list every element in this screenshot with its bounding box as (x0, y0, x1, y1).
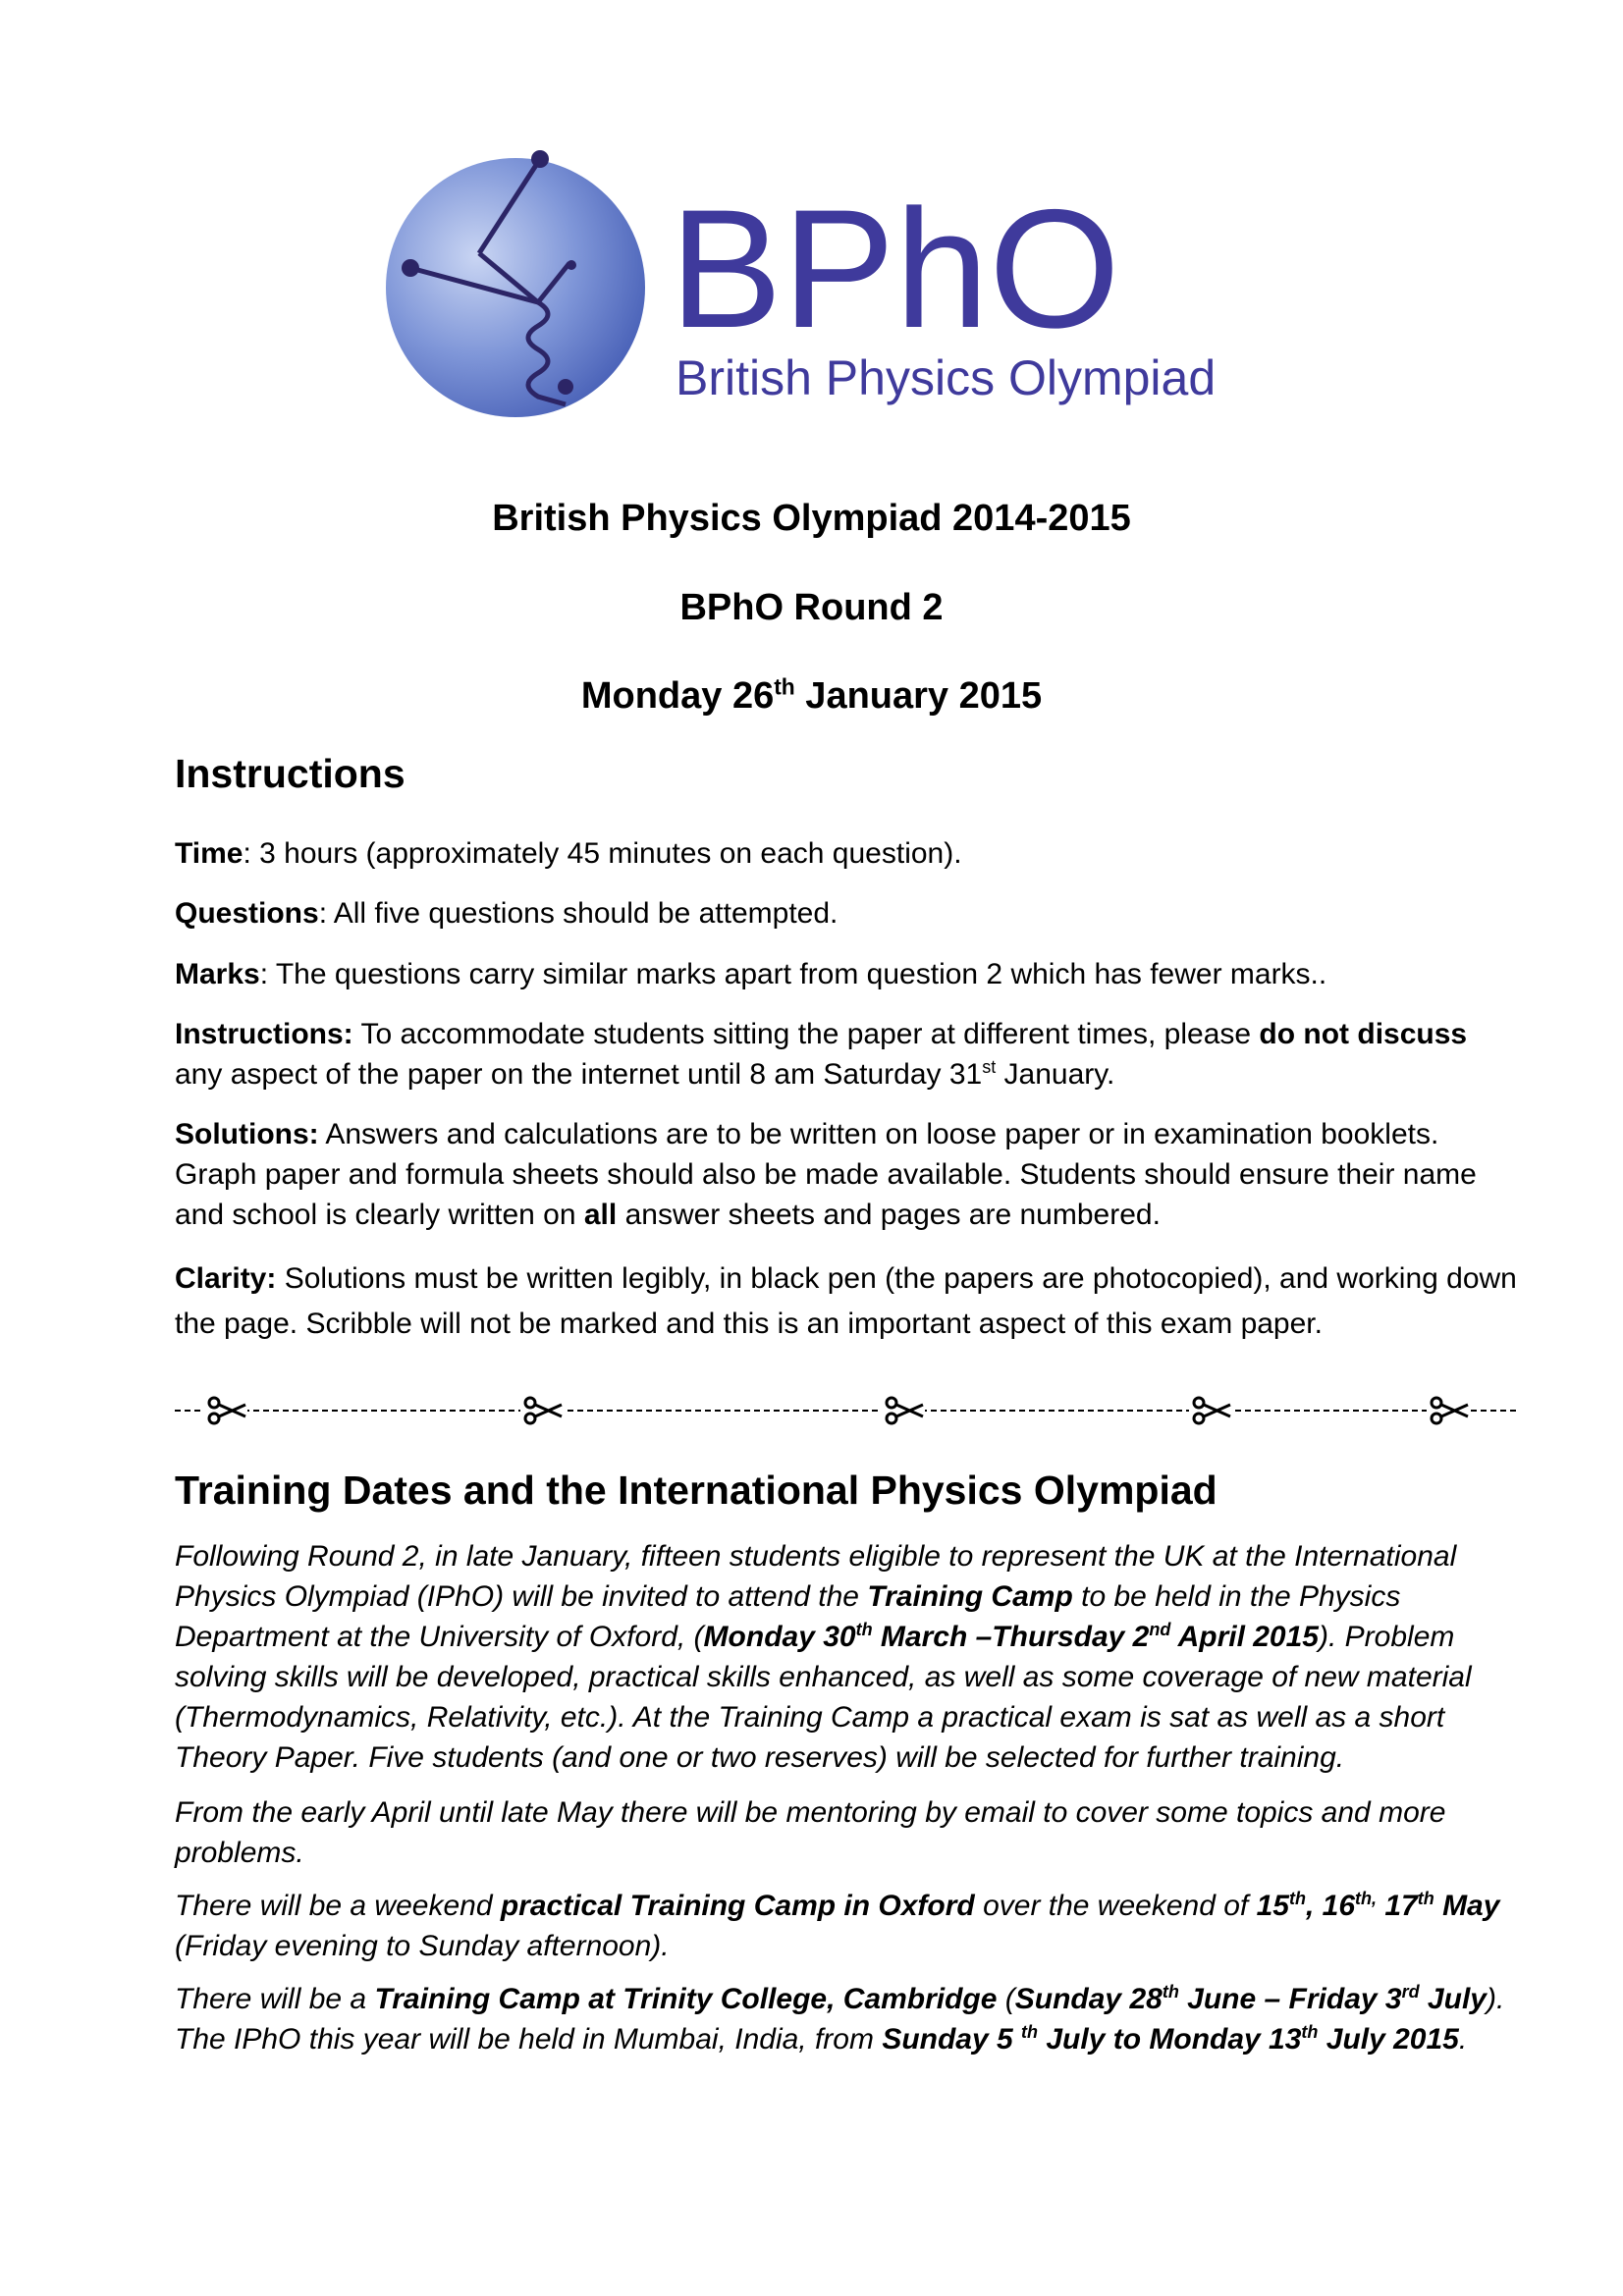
exam-date: Monday 26th January 2015 (580, 673, 1043, 717)
questions-line: Questions: All five questions should be attempted. (175, 897, 839, 930)
bpho-logo (363, 145, 1267, 425)
instructions-heading: Instructions (175, 751, 406, 796)
marks-line: Marks: The questions carry similar marks apart from question 2 which has fewer marks.. (175, 958, 1327, 990)
logo-tagline: British Physics Olympiad (676, 350, 1217, 405)
instructions-line: Instructions: To accommodate students sitting the paper at different times, please do not discuss any aspect of the paper on the internet until 8 am Saturday 31st January. (175, 1018, 1468, 1091)
training-paragraph-3: There will be a weekend practical Training Camp in Oxford over the weekend of 15th, $16^{th,}$ 17th May (Friday evening to Sunday afternoon). (175, 1889, 1500, 1962)
scissors-icon (1427, 1397, 1470, 1424)
scissors-icon (204, 1397, 247, 1424)
cut-line-graphic (175, 1391, 1520, 1430)
solutions-line: Solutions: Answers and calculations are to be written on loose paper or in examination booklets. Graph paper and formula sheets should also be made available. Students should ensure their name and school is clearly written on all answer sheets and pages are numbered. (175, 1118, 1477, 1231)
training-paragraph-1: Following Round 2, in late January, fifteen students eligible to represent the UK at the International Physics Olympiad (IPhO) will be invited to attend the Training Camp to be held in the Physics Department at the University of Oxford, (Monday 30th March –Thursday 2nd April 2015). Problem solving skills will be developed, practical skills enhanced, as well as some coverage of new material (Thermodynamics, Relativity, etc.). At the Training Camp a practical exam is sat as well as a short Theory Paper. Five students (and one or two reserves) will be selected for further training. (175, 1540, 1472, 1774)
paper-title: British Physics Olympiad 2014-2015 (492, 498, 1131, 539)
training-heading: Training Dates and the International Physics Olympiad (175, 1468, 1217, 1513)
scissors-icon (520, 1397, 564, 1424)
logo-wordmark: BPhO (670, 175, 1120, 363)
scissors-icon (1189, 1397, 1232, 1424)
clarity-line: Clarity: Solutions must be written legibly, in black pen (the papers are photocopied), and working down the page. Scribble will not be marked and this is an important aspect of this exam paper. (175, 1262, 1517, 1340)
bpho-logo-graphic (363, 145, 1267, 425)
training-paragraph-4: There will be a Training Camp at Trinity College, Cambridge (Sunday 28th June – Friday 3rd July). (175, 1982, 1505, 2015)
round-title: BPhO Round 2 (679, 587, 944, 628)
training-paragraph-2: From the early April until late May there will be mentoring by email to cover some topics and more problems. (175, 1796, 1446, 1869)
time-line: Time: 3 hours (approximately 45 minutes on each question). (175, 837, 962, 870)
cut-line (175, 1391, 1520, 1430)
scissors-icon (882, 1397, 925, 1424)
training-paragraph-5: The IPhO this year will be held in Mumbai, India, from Sunday 5 $^{th}$ July to Monday 13th July 2015. (175, 2022, 1468, 2056)
